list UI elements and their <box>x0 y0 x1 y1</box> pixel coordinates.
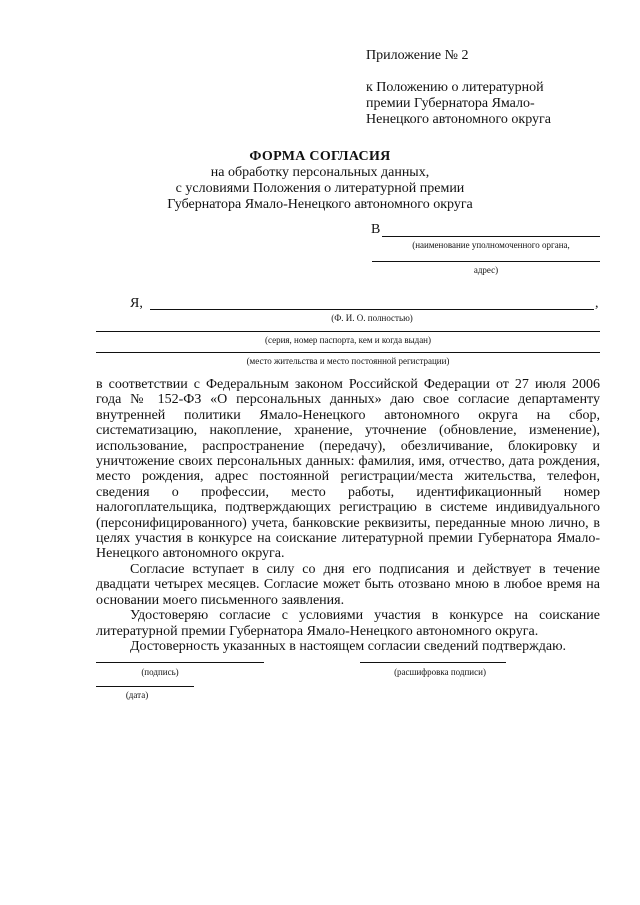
form-heading: ФОРМА СОГЛАСИЯ <box>249 149 391 164</box>
applicant-prefix: Я, <box>130 296 143 311</box>
decryption-caption: (расшифровка подписи) <box>394 667 486 677</box>
applicant-passport-caption: (серия, номер паспорта, кем и когда выдан) <box>265 335 431 345</box>
recipient-org-field[interactable] <box>382 236 600 237</box>
consent-paragraph: Достоверность указанных в настоящем согласии сведений подтверждаю. <box>130 638 567 654</box>
form-subtitle-line: с условиями Положения о литературной премии <box>175 181 465 196</box>
appendix-title: Приложение № 2 <box>366 48 469 63</box>
appendix-line: к Положению о литературной <box>366 80 544 95</box>
recipient-address-caption: адрес) <box>473 265 499 275</box>
applicant-name-field[interactable] <box>150 309 594 310</box>
appendix-line: Ненецкого автономного округа <box>366 112 551 127</box>
date-caption: (дата) <box>125 690 149 700</box>
recipient-org-caption: (наименование уполномоченного органа, <box>412 240 570 250</box>
applicant-name-caption: (Ф. И. О. полностью) <box>331 313 413 323</box>
consent-body <box>96 377 600 654</box>
date-field[interactable] <box>96 686 194 687</box>
applicant-residence-caption: (место жительства и место постоянной регистрации) <box>246 356 450 366</box>
signature-caption: (подпись) <box>141 667 179 677</box>
recipient-address-field[interactable] <box>372 261 600 262</box>
applicant-suffix: , <box>595 296 599 311</box>
appendix-line: премии Губернатора Ямало- <box>366 96 535 111</box>
form-title <box>0 149 640 213</box>
decryption-field[interactable] <box>360 662 506 663</box>
applicant-passport-field[interactable] <box>96 331 600 332</box>
signature-field[interactable] <box>96 662 264 663</box>
consent-paragraph: Удостоверяю согласие с условиями участия в конкурсе на соискание литературной премии Губернатора Ямало-Ненецкого автономного округа. <box>96 608 600 639</box>
appendix-block <box>366 48 616 128</box>
recipient-prefix: В <box>371 222 381 237</box>
consent-paragraph: в соответствии с Федеральным законом Российской Федерации от 27 июля 2006 года № 152-ФЗ «О персональных данных» даю свое согласие департаменту внутренней политики Ямало-Ненецкого автономного округа на сбор, систематизацию, накопление, хранение, уточнение (обновление, изменение), использование, распространение (передачу), обезличивание, блокировку и уничтожение своих персональных данных: фамилия, имя, отчество, дата рождения, место рождения, адрес постоянной регистрации/места жительства, телефон, сведения о профессии, место работы, идентификационный номер налогоплательщика, подтверждающих регистрацию в системе индивидуального (персонифицированного) учета, банковские реквизиты, переданные мною лично, в целях участия в конкурсе на соискание литературной премии Губернатора Ямало-Ненецкого автономного округа. <box>96 377 600 562</box>
form-subtitle-line: Губернатора Ямало-Ненецкого автономного округа <box>167 197 473 212</box>
consent-paragraph: Согласие вступает в силу со дня его подписания и действует в течение двадцати четырех месяцев. Согласие может быть отозвано мною в любое время на основании моего письменного заявления. <box>96 561 600 608</box>
applicant-residence-field[interactable] <box>96 352 600 353</box>
form-subtitle-line: на обработку персональных данных, <box>210 165 430 180</box>
